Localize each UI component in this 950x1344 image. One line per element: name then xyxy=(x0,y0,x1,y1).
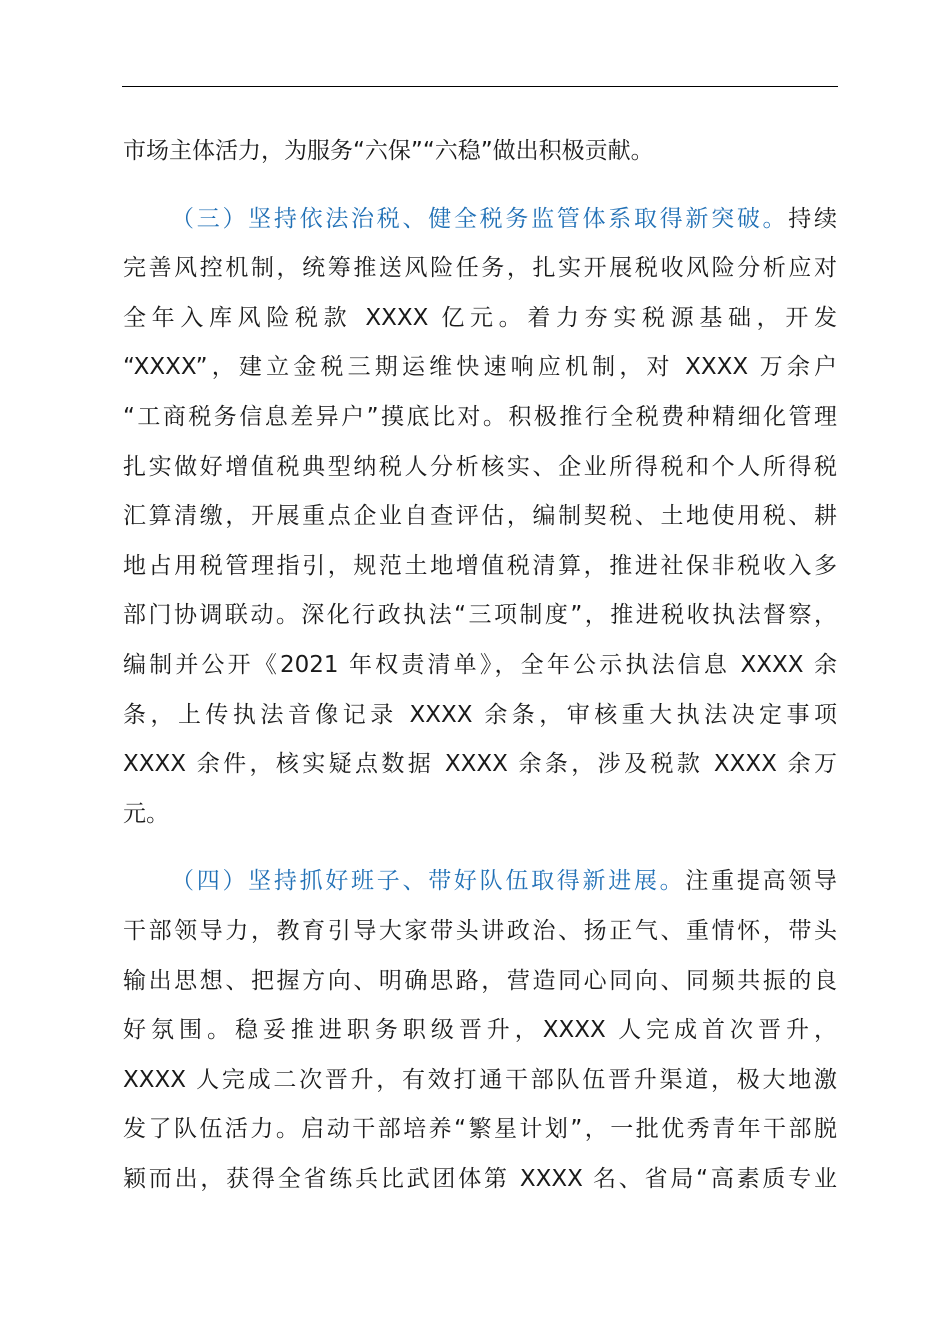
text-line: 干部领导力，教育引导大家带头讲政治、扬正气、重情怀，带头 xyxy=(123,917,837,944)
text-line: “工商税务信息差异户”摸底比对。积极推行全税费种精细化管理 xyxy=(123,403,837,430)
text-line: “XXXX”，建立金税三期运维快速响应机制，对 XXXX 万余户 xyxy=(123,354,837,381)
text-line xyxy=(123,857,837,907)
header-rule xyxy=(122,86,838,87)
text-line: XXXX 余件，核实疑点数据 XXXX 余条，涉及税款 XXXX 余万 xyxy=(123,751,837,778)
text-line: 输出思想、把握方向、明确思路，营造同心同向、同频共振的良 xyxy=(123,967,837,994)
heading-line-rest: 注重提高领导 xyxy=(685,868,837,895)
paragraph-tax-supervision xyxy=(123,195,837,840)
text-line: 编制并公开《2021 年权责清单》，全年公示执法信息 XXXX 余 xyxy=(123,651,837,678)
text-line: 汇算清缴，开展重点企业自查评估，编制契税、土地使用税、耕 xyxy=(123,503,837,530)
section-heading-four: （四）坚持抓好班子、带好队伍取得新进展。 xyxy=(171,868,686,895)
paragraph-continuation xyxy=(123,127,837,177)
text-line: 条，上传执法音像记录 XXXX 余条，审核重大执法决定事项 xyxy=(123,701,837,728)
heading-line-rest: 持续 xyxy=(788,205,837,232)
text-line xyxy=(123,195,837,245)
document-body xyxy=(123,127,837,1204)
paragraph-team-building xyxy=(123,857,837,1204)
text-line: 元。 xyxy=(123,800,169,827)
section-heading-three: （三）坚持依法治税、健全税务监管体系取得新突破。 xyxy=(171,205,789,232)
text-line: 市场主体活力，为服务“六保”“六稳”做出积极贡献。 xyxy=(123,138,654,164)
text-line: 颖而出，获得全省练兵比武团体第 XXXX 名、省局“高素质专业 xyxy=(123,1165,837,1192)
text-line: 部门协调联动。深化行政执法“三项制度”，推进税收执法督察， xyxy=(123,602,837,629)
text-line: XXXX 人完成二次晋升，有效打通干部队伍晋升渠道，极大地激 xyxy=(123,1066,837,1093)
text-line: 好氛围。稳妥推进职务职级晋升，XXXX 人完成首次晋升， xyxy=(123,1017,837,1044)
text-line: 完善风控机制，统筹推送风险任务，扎实开展税收风险分析应对 xyxy=(123,255,837,282)
text-line: 扎实做好增值税典型纳税人分析核实、企业所得税和个人所得税 xyxy=(123,453,837,480)
text-line: 发了队伍活力。启动干部培养“繁星计划”，一批优秀青年干部脱 xyxy=(123,1116,837,1143)
text-line: 地占用税管理指引，规范土地增值税清算，推进社保非税收入多 xyxy=(123,552,837,579)
text-line: 全年入库风险税款 XXXX 亿元。着力夯实税源基础，开发 xyxy=(123,304,837,331)
